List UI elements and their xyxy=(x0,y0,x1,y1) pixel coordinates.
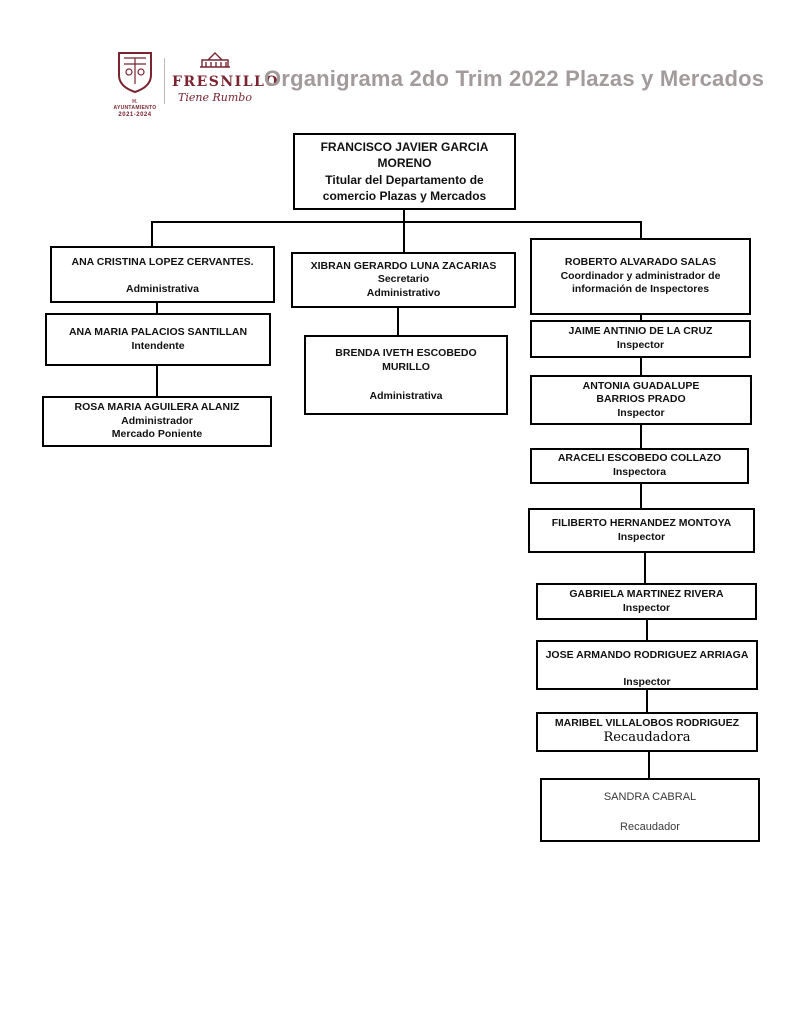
connector-line xyxy=(640,425,642,448)
node-name: MARIBEL VILLALOBOS RODRIGUEZ xyxy=(554,716,740,729)
org-node-secretario xyxy=(291,252,516,308)
fresnillo-wordmark: FRESNILLO xyxy=(172,74,280,90)
connector-line xyxy=(646,690,648,712)
connector-line xyxy=(640,358,642,375)
node-role: Secretario xyxy=(377,273,430,286)
org-node-administrador-mercado xyxy=(42,396,272,447)
node-name: XIBRAN GERARDO LUNA ZACARIAS xyxy=(310,259,497,272)
node-name: BRENDA IVETH ESCOBEDO MURILLO xyxy=(335,347,477,373)
node-role: Administrador xyxy=(121,414,193,427)
connector-horizontal xyxy=(151,221,642,223)
connector-line xyxy=(646,620,648,640)
node-role-2: Administrativo xyxy=(366,286,441,299)
connector-line xyxy=(397,308,399,335)
org-node-coordinador-inspectores xyxy=(530,238,751,315)
crest-years: 2021-2024 xyxy=(118,112,152,118)
node-role: Inspector xyxy=(617,406,665,419)
org-node-intendente xyxy=(45,313,271,366)
node-name: ROBERTO ALVARADO SALAS xyxy=(564,256,717,269)
node-role: Administrativa xyxy=(369,390,443,403)
node-name: FILIBERTO HERNANDEZ MONTOYA xyxy=(551,516,732,529)
node-name: ANA MARIA PALACIOS SANTILLAN xyxy=(68,325,248,338)
fresnillo-logo xyxy=(172,50,280,104)
org-node-inspector-filiberto xyxy=(528,508,755,553)
node-role: Inspector xyxy=(616,339,665,351)
connector-middle-drop xyxy=(403,221,405,252)
org-node-inspector-jaime xyxy=(530,320,751,358)
logo-divider xyxy=(164,58,165,104)
node-role: Inspector xyxy=(623,675,671,688)
connector-line xyxy=(156,303,158,313)
connector-line xyxy=(648,752,650,778)
connector-line xyxy=(640,484,642,508)
org-node-recaudador-sandra xyxy=(540,778,760,842)
fresnillo-building-icon xyxy=(198,50,232,68)
org-node-inspectora-araceli xyxy=(530,448,749,484)
connector-line xyxy=(156,366,158,396)
node-role: Recaudador xyxy=(620,821,680,834)
node-name: JOSE ARMANDO RODRIGUEZ ARRIAGA xyxy=(545,649,749,661)
node-role: Inspectora xyxy=(612,466,667,478)
connector-right-drop xyxy=(640,221,642,238)
node-name: ARACELI ESCOBEDO COLLAZO xyxy=(557,452,722,465)
org-node-administrativa-2 xyxy=(304,335,508,415)
connector-left-drop xyxy=(151,221,153,246)
connector-line xyxy=(644,553,646,583)
crest-caption: H. AYUNTAMIENTO xyxy=(113,99,157,111)
org-node-inspector-gabriela xyxy=(536,583,757,620)
node-role-2: Mercado Poniente xyxy=(111,428,203,441)
node-role: Administrativa xyxy=(126,282,199,295)
node-role: Inspector xyxy=(622,601,671,614)
node-name: ANA CRISTINA LOPEZ CERVANTES. xyxy=(71,256,254,268)
city-crest-logo xyxy=(112,50,158,118)
page-title: Organigrama 2do Trim 2022 Plazas y Mercados xyxy=(264,66,765,91)
node-name: GABRIELA MARTINEZ RIVERA xyxy=(569,587,724,600)
node-name: JAIME ANTINIO DE LA CRUZ xyxy=(568,325,713,338)
crest-shield-icon xyxy=(116,50,154,94)
node-name: SANDRA CABRAL xyxy=(603,791,697,803)
org-node-inspector-jose xyxy=(536,640,758,690)
node-name: ROSA MARIA AGUILERA ALANIZ xyxy=(74,401,240,414)
node-role: Recaudadora xyxy=(603,730,691,746)
org-node-recaudadora-maribel xyxy=(536,712,758,752)
node-role: Titular del Departamento de comercio Plazas y Mercados xyxy=(322,172,487,203)
org-node-inspector-antonia xyxy=(530,375,752,425)
org-node-administrativa-1 xyxy=(50,246,275,303)
node-role: Intendente xyxy=(131,339,185,352)
fresnillo-tagline: Tiene Rumbo xyxy=(178,91,252,104)
org-node-titular xyxy=(293,133,516,210)
node-name: FRANCISCO JAVIER GARCIA MORENO xyxy=(320,140,489,171)
node-name: ANTONIA GUADALUPE BARRIOS PRADO xyxy=(582,379,700,406)
node-role: Inspector xyxy=(617,530,666,543)
node-role: Coordinador y administrador de información de Inspectores xyxy=(560,269,721,296)
